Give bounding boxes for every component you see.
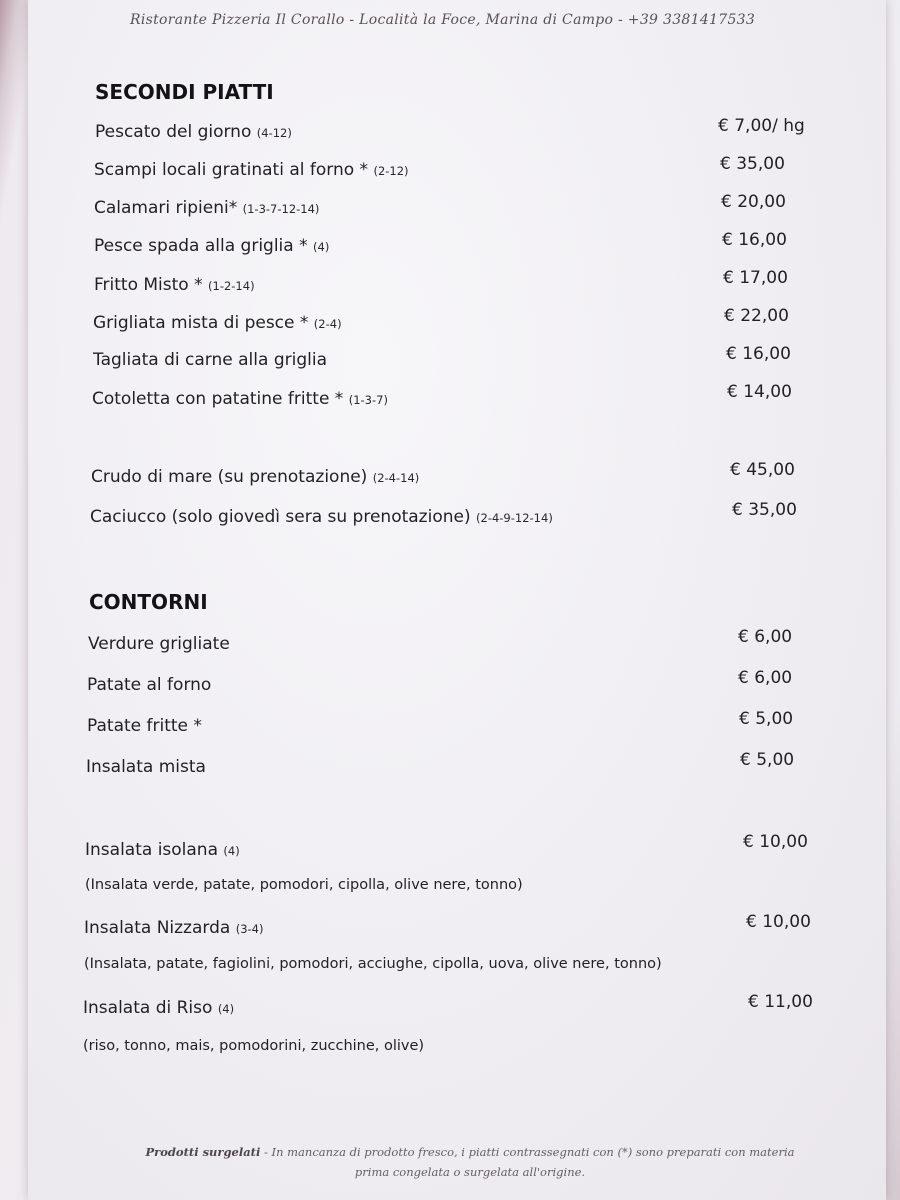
dish-description: (Insalata verde, patate, pomodori, cipolla, olive nere, tonno) (85, 877, 523, 893)
allergen-codes: (4) (223, 844, 240, 858)
allergen-codes: (1-3-7) (348, 393, 388, 407)
dish-name: Insalata isolana (4) (85, 840, 240, 860)
dish-name: Pesce spada alla griglia * (4) (94, 236, 330, 256)
allergen-codes: (4) (313, 240, 330, 254)
dish-name: Insalata mista (86, 757, 206, 777)
dish-price: € 5,00 (739, 709, 794, 729)
dish-name: Cotoletta con patatine fritte * (1-3-7) (92, 389, 388, 409)
dish-name: Tagliata di carne alla griglia (93, 350, 327, 370)
allergen-codes: (1-3-7-12-14) (242, 202, 320, 216)
allergen-codes: (2-4) (313, 317, 342, 331)
footer-label: Prodotti surgelati (145, 1145, 261, 1159)
dish-name: Grigliata mista di pesce * (2-4) (93, 313, 342, 333)
dish-name: Patate al forno (87, 675, 212, 695)
dish-price: € 45,00 (730, 460, 795, 480)
dish-price: € 17,00 (723, 268, 788, 288)
section-title-secondi: SECONDI PIATTI (95, 80, 274, 104)
dish-name: Verdure grigliate (88, 634, 230, 654)
dish-name: Insalata Nizzarda (3-4) (84, 918, 264, 938)
allergen-codes: (4-12) (256, 126, 292, 140)
dish-price: € 35,00 (732, 500, 797, 520)
dish-name: Fritto Misto * (1-2-14) (94, 275, 255, 295)
dish-name: Scampi locali gratinati al forno * (2-12) (94, 160, 409, 180)
dish-price: € 5,00 (740, 750, 795, 770)
dish-price: € 7,00/ hg (718, 116, 805, 136)
dish-price: € 16,00 (726, 344, 791, 364)
dish-price: € 14,00 (727, 382, 792, 402)
allergen-codes: (1-2-14) (208, 279, 255, 293)
frozen-products-note (100, 1142, 840, 1182)
dish-name: Caciucco (solo giovedì sera su prenotazione) (2-4-9-12-14) (90, 507, 553, 527)
dish-price: € 22,00 (724, 306, 789, 326)
footer-line-1: - In mancanza di prodotto fresco, i piatti contrassegnati con (*) sono preparati con materia (260, 1145, 795, 1159)
dish-price: € 11,00 (748, 992, 813, 1012)
dish-description: (riso, tonno, mais, pomodorini, zucchine, olive) (83, 1038, 425, 1054)
dish-price: € 20,00 (721, 192, 786, 212)
dish-name: Insalata di Riso (4) (83, 998, 235, 1018)
section-title-contorni: CONTORNI (89, 590, 208, 614)
footer-line-2: prima congelata o surgelata all'origine. (354, 1165, 586, 1179)
dish-name: Patate fritte * (87, 716, 202, 736)
dish-name: Pescato del giorno (4-12) (95, 122, 292, 142)
allergen-codes: (2-4-9-12-14) (476, 511, 553, 525)
dish-description: (Insalata, patate, fagiolini, pomodori, acciughe, cipolla, uova, olive nere, tonno) (84, 956, 662, 972)
restaurant-header: Ristorante Pizzeria Il Corallo - Località la Foce, Marina di Campo - +39 3381417533 (130, 12, 756, 28)
dish-name: Calamari ripieni* (1-3-7-12-14) (94, 198, 320, 218)
dish-price: € 6,00 (738, 668, 793, 688)
allergen-codes: (2-12) (373, 164, 409, 178)
dish-price: € 16,00 (722, 230, 787, 250)
allergen-codes: (4) (217, 1002, 235, 1016)
dish-price: € 10,00 (743, 832, 808, 852)
allergen-codes: (2-4-14) (372, 471, 420, 485)
dish-price: € 10,00 (746, 912, 811, 932)
dish-price: € 35,00 (720, 154, 785, 174)
dish-price: € 6,00 (738, 627, 793, 647)
dish-name: Crudo di mare (su prenotazione) (2-4-14) (91, 467, 420, 487)
allergen-codes: (3-4) (235, 922, 264, 936)
